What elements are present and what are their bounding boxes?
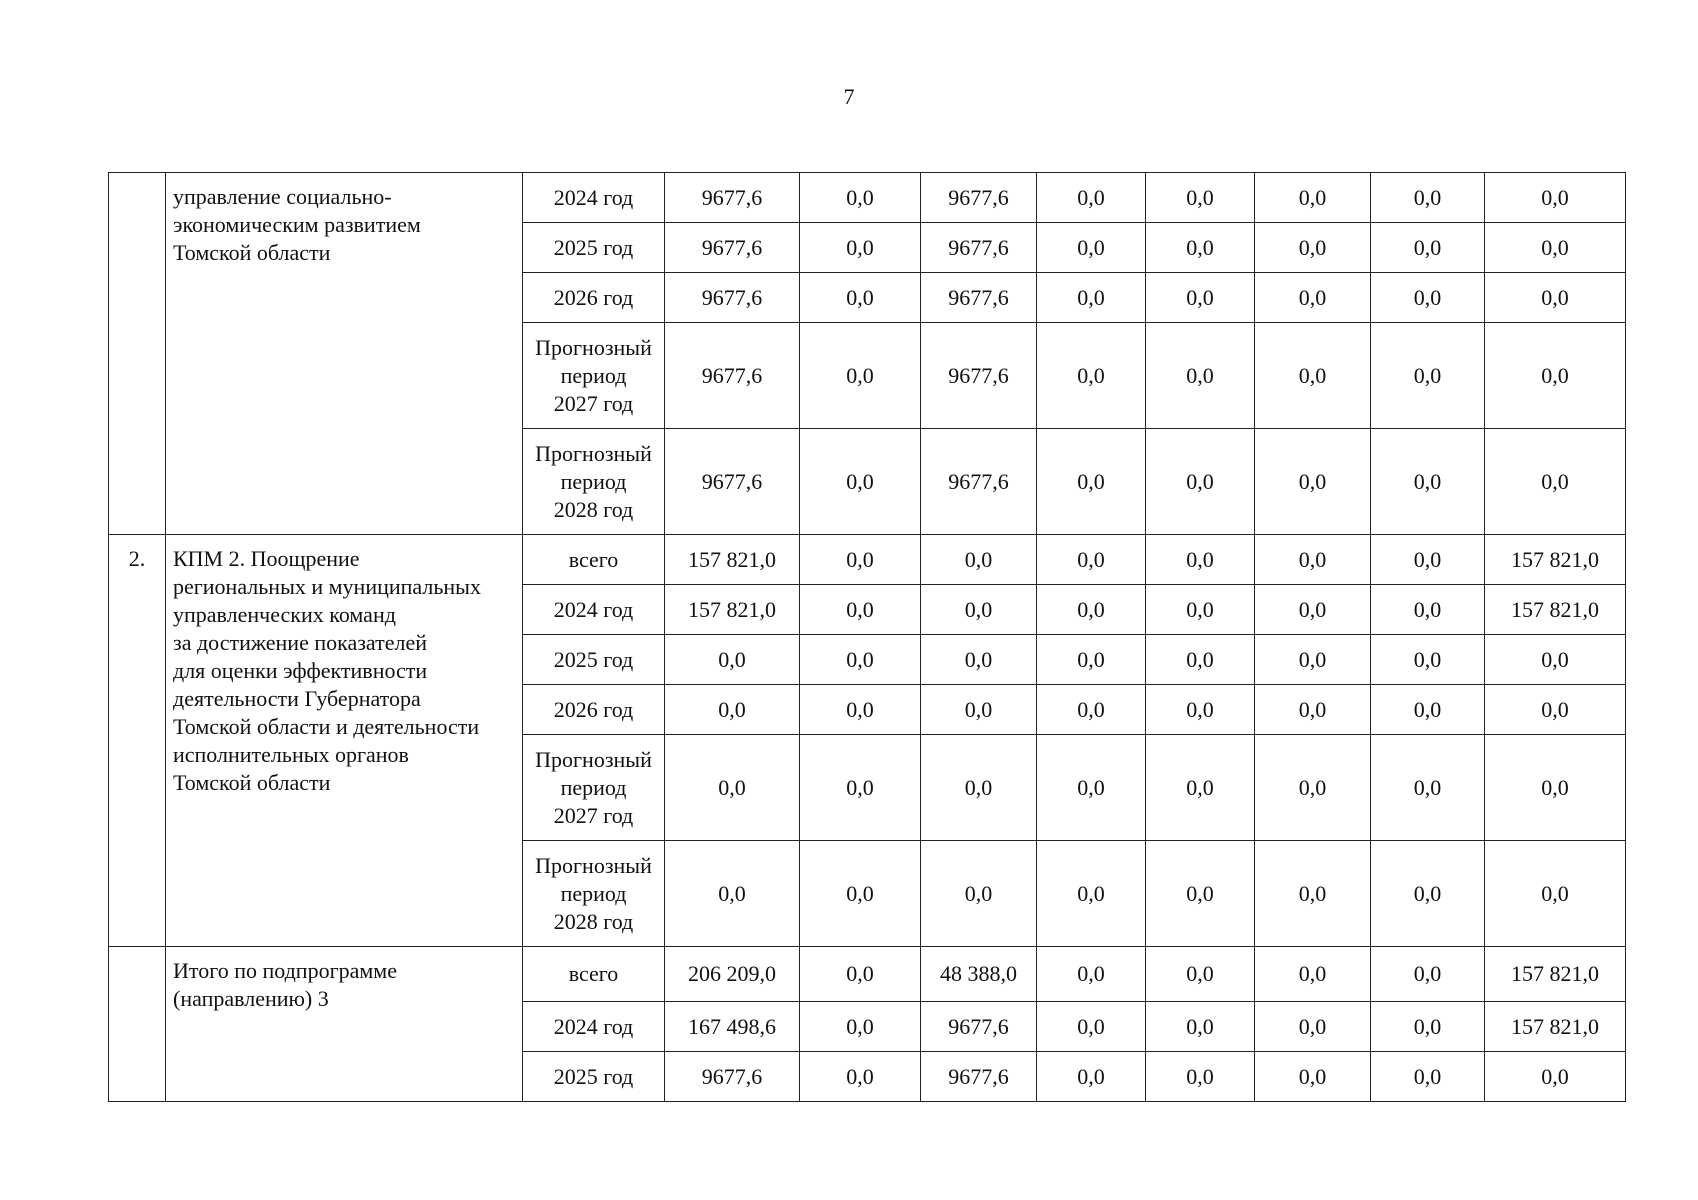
value-cell: 9677,6 [665, 1052, 800, 1102]
period-cell: 2025 год [523, 223, 665, 273]
value-cell: 0,0 [1146, 273, 1255, 323]
value-cell: 0,0 [1371, 947, 1485, 1002]
value-cell: 0,0 [1485, 223, 1626, 273]
value-cell: 0,0 [1255, 585, 1371, 635]
value-cell: 0,0 [1485, 173, 1626, 223]
period-cell: Прогнозный период 2028 год [523, 429, 665, 535]
value-cell: 0,0 [1146, 841, 1255, 947]
value-cell: 0,0 [800, 841, 921, 947]
value-cell: 0,0 [1255, 535, 1371, 585]
period-cell: 2024 год [523, 585, 665, 635]
value-cell: 0,0 [1485, 323, 1626, 429]
value-cell: 0,0 [1485, 429, 1626, 535]
value-cell: 0,0 [1255, 735, 1371, 841]
value-cell: 0,0 [800, 1052, 921, 1102]
value-cell: 0,0 [1255, 173, 1371, 223]
value-cell: 0,0 [800, 535, 921, 585]
value-cell: 157 821,0 [1485, 535, 1626, 585]
value-cell: 9677,6 [921, 429, 1037, 535]
period-cell: Прогнозный период 2028 год [523, 841, 665, 947]
value-cell: 0,0 [1037, 535, 1146, 585]
value-cell: 0,0 [1146, 223, 1255, 273]
value-cell: 0,0 [921, 535, 1037, 585]
value-cell: 9677,6 [921, 1002, 1037, 1052]
period-cell: 2024 год [523, 173, 665, 223]
period-cell: 2024 год [523, 1002, 665, 1052]
value-cell: 0,0 [1146, 685, 1255, 735]
value-cell: 0,0 [1146, 173, 1255, 223]
value-cell: 0,0 [800, 323, 921, 429]
value-cell: 0,0 [1146, 535, 1255, 585]
value-cell: 0,0 [1255, 685, 1371, 735]
item-name: КПМ 2. Поощрение региональных и муниципальных управленческих команд за достижение показателей для оценки эффективности деятельности Губернатора Томской области и деятельности исполнительных органов Томской области [166, 535, 523, 947]
value-cell: 0,0 [1037, 841, 1146, 947]
value-cell: 0,0 [1255, 635, 1371, 685]
value-cell: 0,0 [1037, 585, 1146, 635]
value-cell: 0,0 [1037, 429, 1146, 535]
value-cell: 0,0 [1371, 273, 1485, 323]
value-cell: 0,0 [1371, 735, 1485, 841]
value-cell: 0,0 [1371, 173, 1485, 223]
period-cell: Прогнозный период 2027 год [523, 323, 665, 429]
value-cell: 9677,6 [921, 273, 1037, 323]
value-cell: 0,0 [800, 1002, 921, 1052]
value-cell: 0,0 [800, 685, 921, 735]
value-cell: 0,0 [1371, 323, 1485, 429]
value-cell: 0,0 [1371, 1002, 1485, 1052]
value-cell: 9677,6 [921, 173, 1037, 223]
value-cell: 0,0 [1146, 635, 1255, 685]
period-cell: 2026 год [523, 273, 665, 323]
value-cell: 0,0 [1371, 841, 1485, 947]
value-cell: 0,0 [1037, 1052, 1146, 1102]
value-cell: 0,0 [800, 173, 921, 223]
value-cell: 0,0 [1146, 1052, 1255, 1102]
value-cell: 157 821,0 [1485, 1002, 1626, 1052]
value-cell: 0,0 [665, 685, 800, 735]
value-cell: 0,0 [800, 223, 921, 273]
value-cell: 0,0 [921, 841, 1037, 947]
value-cell: 206 209,0 [665, 947, 800, 1002]
value-cell: 0,0 [921, 735, 1037, 841]
value-cell: 0,0 [1255, 323, 1371, 429]
value-cell: 0,0 [1146, 735, 1255, 841]
value-cell: 9677,6 [921, 323, 1037, 429]
value-cell: 0,0 [1146, 323, 1255, 429]
table-row [109, 173, 1626, 223]
value-cell: 0,0 [800, 635, 921, 685]
period-cell: всего [523, 535, 665, 585]
value-cell: 0,0 [1255, 223, 1371, 273]
period-cell: Прогнозный период 2027 год [523, 735, 665, 841]
row-number [109, 173, 166, 535]
value-cell: 9677,6 [665, 273, 800, 323]
value-cell: 0,0 [1037, 635, 1146, 685]
value-cell: 0,0 [1371, 535, 1485, 585]
value-cell: 0,0 [1371, 635, 1485, 685]
value-cell: 157 821,0 [1485, 585, 1626, 635]
budget-table [108, 172, 1626, 1102]
value-cell: 0,0 [1485, 1052, 1626, 1102]
table-row [109, 535, 1626, 585]
value-cell: 157 821,0 [665, 535, 800, 585]
value-cell: 0,0 [665, 841, 800, 947]
period-cell: всего [523, 947, 665, 1002]
value-cell: 9677,6 [665, 429, 800, 535]
value-cell: 157 821,0 [665, 585, 800, 635]
value-cell: 0,0 [1255, 841, 1371, 947]
value-cell: 0,0 [1255, 947, 1371, 1002]
value-cell: 0,0 [1485, 841, 1626, 947]
value-cell: 167 498,6 [665, 1002, 800, 1052]
row-number [109, 947, 166, 1102]
value-cell: 0,0 [1485, 635, 1626, 685]
value-cell: 0,0 [800, 947, 921, 1002]
value-cell: 0,0 [921, 585, 1037, 635]
value-cell: 0,0 [665, 735, 800, 841]
value-cell: 48 388,0 [921, 947, 1037, 1002]
value-cell: 0,0 [1485, 273, 1626, 323]
value-cell: 0,0 [921, 635, 1037, 685]
value-cell: 0,0 [1255, 1002, 1371, 1052]
period-cell: 2025 год [523, 1052, 665, 1102]
value-cell: 0,0 [800, 429, 921, 535]
value-cell: 0,0 [665, 635, 800, 685]
value-cell: 0,0 [1255, 429, 1371, 535]
value-cell: 9677,6 [665, 173, 800, 223]
value-cell: 0,0 [1037, 173, 1146, 223]
value-cell: 157 821,0 [1485, 947, 1626, 1002]
value-cell: 0,0 [1146, 947, 1255, 1002]
value-cell: 0,0 [1485, 735, 1626, 841]
value-cell: 0,0 [1485, 685, 1626, 735]
value-cell: 0,0 [1146, 429, 1255, 535]
value-cell: 0,0 [1146, 585, 1255, 635]
value-cell: 9677,6 [921, 223, 1037, 273]
value-cell: 0,0 [1037, 1002, 1146, 1052]
value-cell: 9677,6 [921, 1052, 1037, 1102]
value-cell: 0,0 [921, 685, 1037, 735]
value-cell: 9677,6 [665, 223, 800, 273]
row-number: 2. [109, 535, 166, 947]
value-cell: 9677,6 [665, 323, 800, 429]
value-cell: 0,0 [1371, 585, 1485, 635]
period-cell: 2025 год [523, 635, 665, 685]
value-cell: 0,0 [1371, 223, 1485, 273]
value-cell: 0,0 [1255, 1052, 1371, 1102]
value-cell: 0,0 [800, 735, 921, 841]
value-cell: 0,0 [1037, 273, 1146, 323]
value-cell: 0,0 [800, 273, 921, 323]
period-cell: 2026 год [523, 685, 665, 735]
value-cell: 0,0 [1371, 1052, 1485, 1102]
value-cell: 0,0 [1255, 273, 1371, 323]
value-cell: 0,0 [1037, 947, 1146, 1002]
item-name: управление социально- экономическим развитием Томской области [166, 173, 523, 535]
table-row [109, 947, 1626, 1002]
value-cell: 0,0 [1371, 685, 1485, 735]
value-cell: 0,0 [1037, 685, 1146, 735]
value-cell: 0,0 [1037, 735, 1146, 841]
value-cell: 0,0 [800, 585, 921, 635]
value-cell: 0,0 [1037, 223, 1146, 273]
value-cell: 0,0 [1037, 323, 1146, 429]
value-cell: 0,0 [1146, 1002, 1255, 1052]
value-cell: 0,0 [1371, 429, 1485, 535]
page-number: 7 [843, 84, 855, 109]
item-name: Итого по подпрограмме (направлению) 3 [166, 947, 523, 1102]
